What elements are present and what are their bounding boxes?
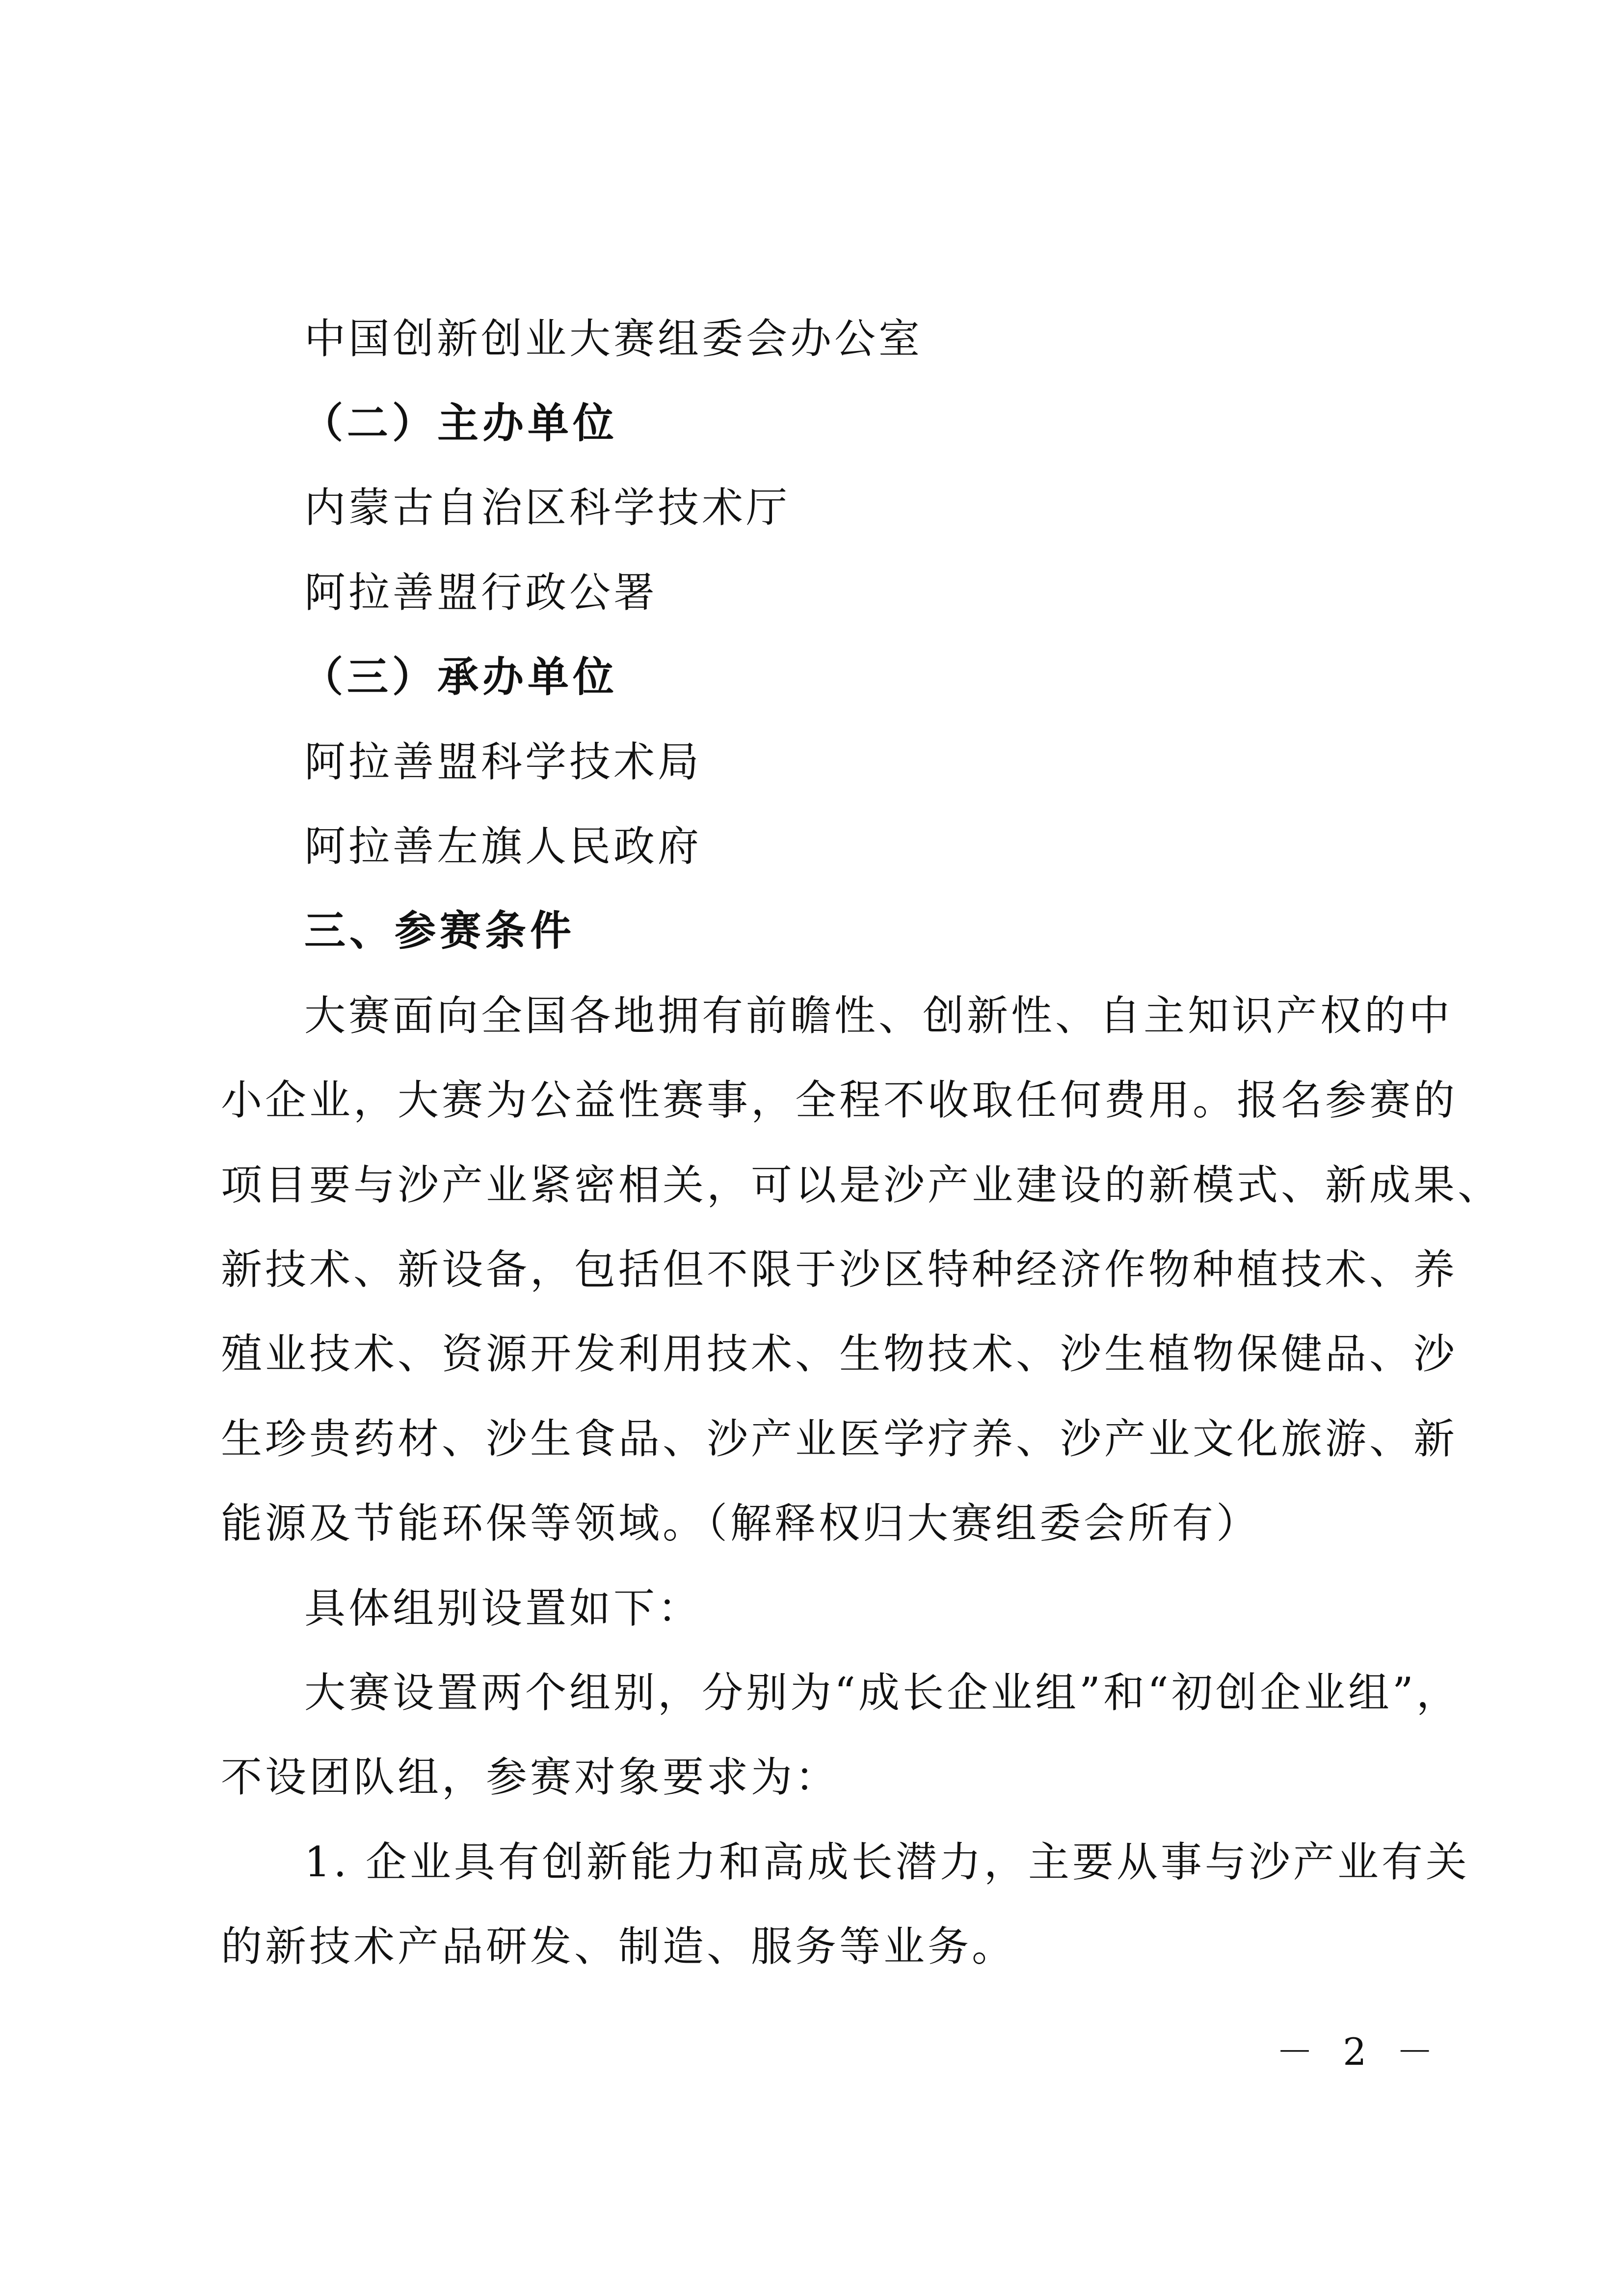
- paragraph-3-line-1: 大赛设置两个组别，分别为“成长企业组”和“初创企业组”，: [304, 1669, 1461, 1717]
- page-number: － 2 －: [1276, 2030, 1442, 2074]
- paragraph-1-line-2: 小企业，大赛为公益性赛事，全程不收取任何费用。报名参赛的: [221, 1076, 1458, 1124]
- organizer-office-line: 中国创新创业大赛组委会办公室: [304, 315, 923, 363]
- organizer-unit-line-2: 阿拉善左旗人民政府: [304, 822, 702, 870]
- paragraph-1-line-3: 项目要与沙产业紧密相关，可以是沙产业建设的新模式、新成果、: [221, 1161, 1502, 1209]
- section-heading-host: （二）主办单位: [302, 399, 618, 447]
- host-unit-line-1: 内蒙古自治区科学技术厅: [304, 484, 791, 532]
- host-unit-line-2: 阿拉善盟行政公署: [304, 568, 658, 617]
- paragraph-1-line-5: 殖业技术、资源开发利用技术、生物技术、沙生植物保健品、沙: [221, 1330, 1458, 1378]
- paragraph-2-line-1: 具体组别设置如下：: [304, 1584, 702, 1632]
- section-heading-organizer: （三）承办单位: [302, 653, 618, 701]
- paragraph-1-line-1: 大赛面向全国各地拥有前瞻性、创新性、自主知识产权的中: [304, 992, 1453, 1040]
- paragraph-1-line-4: 新技术、新设备，包括但不限于沙区特种经济作物种植技术、养: [221, 1245, 1458, 1294]
- paragraph-3-line-2: 不设团队组，参赛对象要求为：: [221, 1753, 840, 1801]
- paragraph-1-line-6: 生珍贵药材、沙生食品、沙产业医学疗养、沙产业文化旅游、新: [221, 1415, 1458, 1463]
- paragraph-4-line-1: 1. 企业具有创新能力和高成长潜力，主要从事与沙产业有关: [304, 1838, 1470, 1886]
- section-heading-conditions: 三、参赛条件: [304, 907, 576, 955]
- paragraph-1-line-7: 能源及节能环保等领域。（解释权归大赛组委会所有）: [221, 1499, 1261, 1547]
- organizer-unit-line-1: 阿拉善盟科学技术局: [304, 738, 702, 786]
- paragraph-4-line-2: 的新技术产品研发、制造、服务等业务。: [221, 1922, 1016, 1971]
